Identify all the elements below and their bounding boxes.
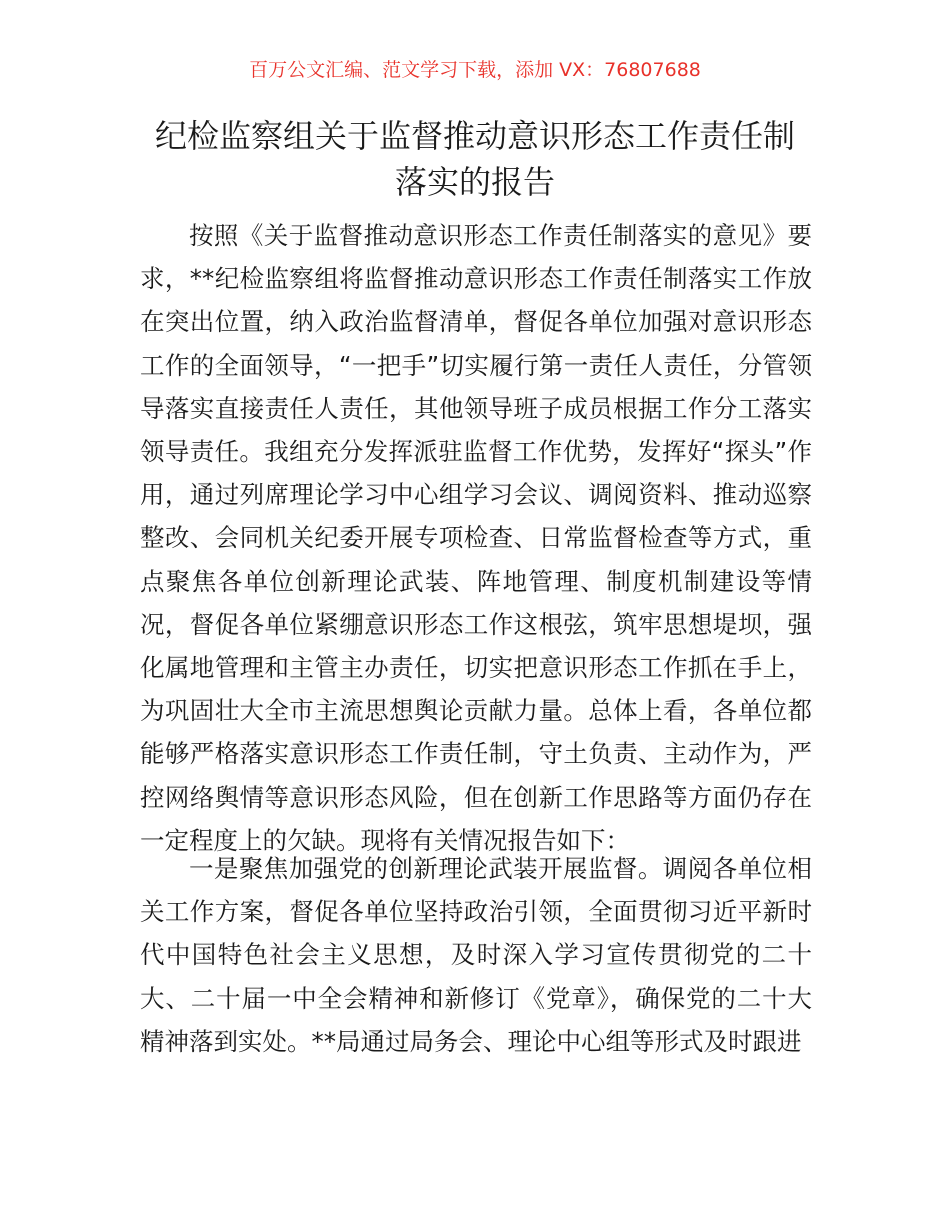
watermark-banner: 百万公文汇编、范文学习下载，添加 VX：76807688 [249,59,701,81]
paragraph-point-one: 一是聚焦加强党的创新理论武装开展监督。调阅各单位相关工作方案，督促各单位坚持政治引领，全面贯彻习近平新时代中国特色社会主义思想，及时深入学习宣传贯彻党的二十大、二十届一中全会精神和新修订《党章》，确保党的二十大精神落到实处。**局通过局务会、理论中心组等形式及时跟进 [140,854,812,1056]
document-title: 纪检监察组关于监督推动意识形态工作责任制落实的报告 [154,117,795,201]
paragraph-intro: 按照《关于监督推动意识形态工作责任制落实的意见》要求，**纪检监察组将监督推动意识形态工作责任制落实工作放在突出位置，纳入政治监督清单，督促各单位加强对意识形态工作的全面领导，“一把手”切实履行第一责任人责任，分管领导落实直接责任人责任，其他领导班子成员根据工作分工落实领导责任。我组充分发挥派驻监督工作优势，发挥好“探头”作用，通过列席理论学习中心组学习会议、调阅资料、推动巡察整改、会同机关纪委开展专项检查、日常监督检查等方式，重点聚焦各单位创新理论武装、阵地管理、制度机制建设等情况，督促各单位紧绷意识形态工作这根弦，筑牢思想堤坝，强化属地管理和主管主办责任，切实把意识形态工作抓在手上，为巩固壮大全市主流思想舆论贡献力量。总体上看，各单位都能够严格落实意识形态工作责任制，守土负责、主动作为，严控网络舆情等意识形态风险，但在创新工作思路等方面仍存在一定程度上的欠缺。现将有关情况报告如下： [140,221,812,855]
